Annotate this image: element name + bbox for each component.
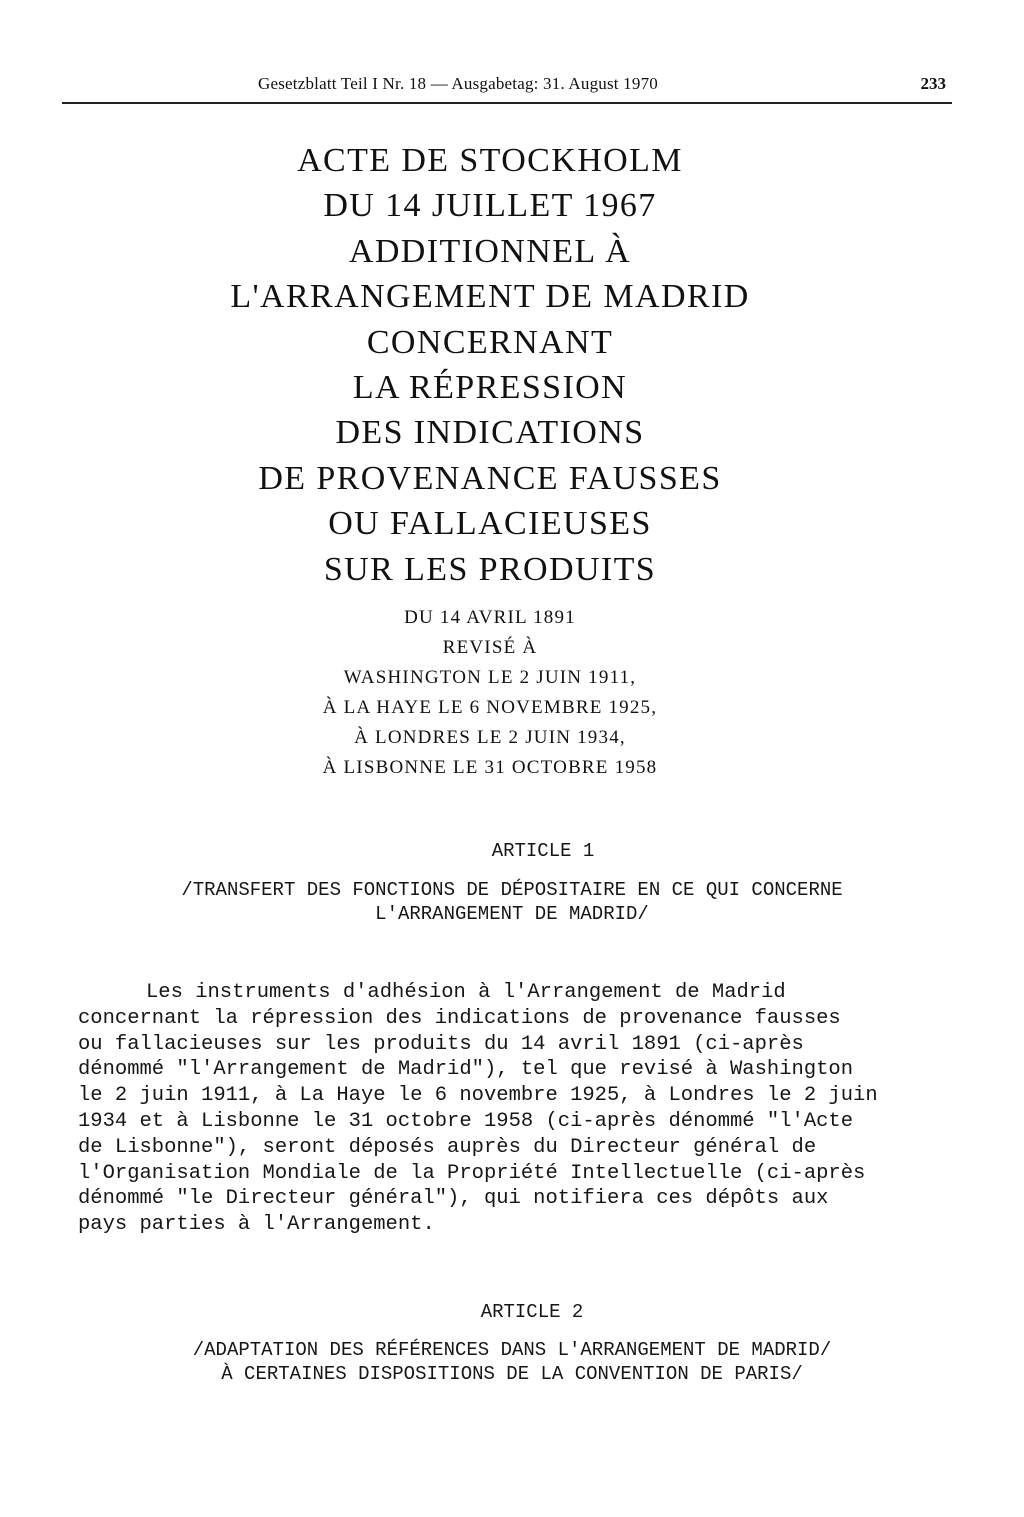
paragraph-line: pays parties à l'Arrangement. — [78, 1213, 435, 1237]
paragraph-line: l'Organisation Mondiale de la Propriété Intellectuelle (ci-après — [78, 1161, 866, 1185]
running-header — [62, 68, 952, 104]
article-1-paragraph — [78, 980, 928, 1238]
subtitle-line: À LISBONNE LE 31 OCTOBRE 1958 — [322, 757, 658, 778]
paragraph-line: dénommé "le Directeur général"), qui notifiera ces dépôts aux — [78, 1187, 829, 1211]
subtitle-line: REVISÉ À — [442, 637, 538, 658]
title-line: ADDITIONNEL À — [348, 232, 632, 270]
paragraph-line: 1934 et à Lisbonne le 31 octobre 1958 (ci-après dénommé "l'Acte — [78, 1109, 854, 1133]
article-1-title-line: /TRANSFERT DES FONCTIONS DE DÉPOSITAIRE EN CE QUI CONCERNE — [181, 879, 843, 901]
title-line: DES INDICATIONS — [335, 414, 645, 452]
title-line: DE PROVENANCE FAUSSES — [258, 459, 722, 497]
subtitle-line: À LONDRES LE 2 JUIN 1934, — [354, 727, 626, 748]
article-1-title-line: L'ARRANGEMENT DE MADRID/ — [375, 903, 649, 925]
article-2-title-line: À CERTAINES DISPOSITIONS DE LA CONVENTION DE PARIS/ — [221, 1363, 803, 1385]
title-line: LA RÉPRESSION — [352, 369, 628, 407]
article-2-heading: ARTICLE 2 — [480, 1301, 584, 1323]
title-line: ACTE DE STOCKHOLM — [297, 142, 683, 179]
document-subtitle — [0, 603, 980, 783]
title-line: L'ARRANGEMENT DE MADRID — [230, 278, 750, 316]
document-title — [0, 138, 980, 592]
title-line: DU 14 JUILLET 1967 — [323, 187, 657, 225]
paragraph-line: concernant la répression des indications de provenance fausses — [78, 1006, 841, 1030]
page-number: 233 — [920, 74, 946, 93]
subtitle-line: DU 14 AVRIL 1891 — [404, 607, 576, 628]
article-1-title — [0, 878, 1024, 926]
paragraph-line: Les instruments d'adhésion à l'Arrangement de Madrid — [146, 981, 786, 1004]
paragraph-line: ou fallacieuses sur les produits du 14 avril 1891 (ci-après — [78, 1032, 804, 1056]
running-title: Gesetzblatt Teil I Nr. 18 — Ausgabetag: 31. August 1970 — [258, 74, 658, 93]
paragraph-line: de Lisbonne"), seront déposés auprès du Directeur général de — [78, 1135, 817, 1159]
title-line: SUR LES PRODUITS — [323, 550, 657, 588]
subtitle-line: WASHINGTON LE 2 JUIN 1911, — [343, 667, 637, 688]
article-2-title-line: /ADAPTATION DES RÉFÉRENCES DANS L'ARRANGEMENT DE MADRID/ — [192, 1339, 832, 1361]
subtitle-line: À LA HAYE LE 6 NOVEMBRE 1925, — [322, 697, 658, 718]
title-line: OU FALLACIEUSES — [328, 505, 652, 543]
paragraph-line: le 2 juin 1911, à La Haye le 6 novembre 1925, à Londres le 2 juin — [78, 1084, 878, 1108]
article-1-heading: ARTICLE 1 — [491, 840, 595, 862]
title-line: CONCERNANT — [366, 323, 614, 361]
paragraph-line: dénommé "l'Arrangement de Madrid"), tel que revisé à Washington — [78, 1058, 854, 1082]
article-2-title — [0, 1338, 1024, 1386]
